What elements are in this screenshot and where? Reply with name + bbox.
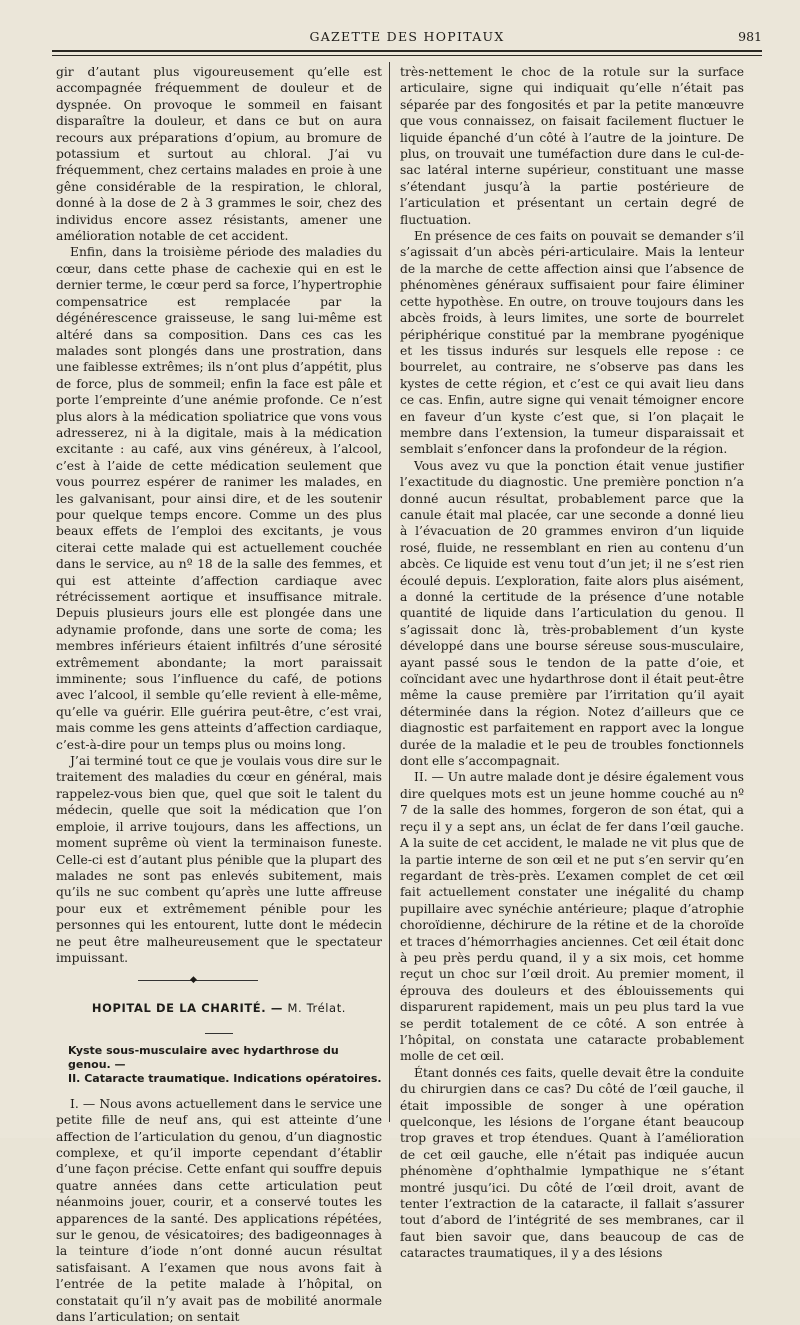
journal-title: GAZETTE DES HOPITAUX: [309, 29, 505, 44]
paragraph: Vous avez vu que la ponction était venue justifier l’exactitude du diagnostic. Une première ponction n’a donné aucun résultat, probablement parce que la canule était mal placée, car une seconde a donné lieu à l’évacuation de 20 grammes environ d’un liquide rosé, fluide, ne ressemblant en rien au contenu d’un abcès. Ce liquide est venu tout d’un jet; il ne s’est rien écoulé depuis. L’exploration, faite alors plus aisément, a donné la certitude de la présence d’une notable quantité de liquide dans l’articulation du genou. Il s’agissait donc là, très-probablement d’un kyste développé dans une bourse séreuse sous-musculaire, ayant passé sous le tendon de la patte d’oie, et coïncidant avec une hydarthrose dont il était peut-être même la cause première par l’irritation qu’il ayait déterminée dans la région. Notez d’ailleurs que ce diagnostic est parfaitement en rapport avec la longue durée de la maladie et le peu de troubles fonctionnels dont elle s’accompagnait.: [400, 458, 744, 769]
column-divider: [389, 62, 390, 1122]
paragraph: I. — Nous avons actuellement dans le service une petite fille de neuf ans, qui est atteinte d’une affection de l’articulation du genou, d’un diagnostic complexe, et qu’il importe cependant d’établir d’une façon précise. Cette enfant qui souffre depuis quatre années dans cette articulation peut néanmoins jouer, courir, et a conservé toutes les apparences de la santé. Des applications répétées, sur le genou, de vésicatoires; des badigeonnages à la teinture d’iode n’ont donné aucun résultat satisfaisant. A l’examen que nous avons fait à l’entrée de la petite malade à l’hôpital, on constatait qu’il n’y avait pas de mobilité anormale dans l’articulation; on sentait: [56, 1096, 382, 1325]
paragraph: gir d’autant plus vigoureusement qu’elle est accompagnée fréquemment de douleur et de dyspnée. On provoque le sommeil en faisant disparaître la douleur, et dans ce but on aura recours aux préparations d’opium, au bromure de potassium et surtout au chloral. J’ai vu fréquemment, chez certains malades en proie à une gêne considérable de la respiration, le chloral, donné à la dose de 2 à 3 grammes le soir, chez des individus encore assez résistants, amener une amélioration notable de cet accident.: [56, 65, 382, 244]
paragraph: En présence de ces faits on pouvait se demander s’il s’agissait d’un abcès péri-articulaire. Mais la lenteur de la marche de cette affection ainsi que l’absence de phénomènes généraux suffisaient pour faire éliminer cette hypothèse. En outre, on trouve toujours dans les abcès froids, à leurs limites, une sorte de bourrelet périphérique constitué par la membrane pyogénique et les tissus indurés sur lesquels elle repose : ce bourrelet, au contraire, ne s’observe pas dans les kystes de cette région, et c’est ce qui avait lieu dans ce cas. Enfin, autre signe qui venait témoigner encore en faveur d’un kyste c’est que, si l’on plaçait le membre dans l’extension, la tumeur disparaissait et semblait s’enfoncer dans la profondeur de la région.: [400, 229, 744, 457]
paragraph: Étant donnés ces faits, quelle devait être la conduite du chirurgien dans ce cas? Du côté de l’œil gauche, il était impossible de songer à une opération quelconque, les lésions de l’organe étant beaucoup trop graves et trop étendues. Quant à l’amélioration de cet œil gauche, elle n’était pas indiquée aucun phénomène d’ophthalmie lympathique ne s’étant montré jusqu’ici. Du côté de l’œil droit, avant de tenter l’extraction de la cataracte, il fallait s’assurer tout d’abord de l’intégrité de ses membranes, car il faut bien savoir que, dans beaucoup de cas de cataractes traumatiques, il y a des lésions: [400, 1065, 744, 1261]
page-header: [52, 26, 762, 48]
short-rule: [205, 1033, 233, 1034]
right-column: [400, 64, 744, 1262]
paragraph: Enfin, dans la troisième période des maladies du cœur, dans cette phase de cachexie qui en est le dernier terme, le cœur perd sa force, l’hypertrophie compensatrice est remplacée par la dégénérescence graisseuse, le sang lui-même est altéré dans sa composition. Dans ces cas les malades sont plongés dans une prostration, dans une faiblesse extrêmes; ils n’ont plus d’appétit, plus de force, plus de sommeil; enfin la face est pâle et porte l’empreinte d’une anémie profonde. Ce n’est plus alors à la médication spoliatrice que vons vous adresserez, ni à la digitale, mais à la médication excitante : au café, aux vins généreux, à l’alcool, c’est à l’aide de cette médication seulement que vous pourrez espérer de ranimer les malades, en les galvanisant, pour ainsi dire, et de les soutenir pour quelque temps encore. Comme un des plus beaux effets de l’emploi des excitants, je vous citerai cette malade qui est actuellement couchée dans le service, au nº 18 de la salle des femmes, et qui est atteinte d’affection cardiaque avec rétrécissement aortique et insuffisance mitrale. Depuis plusieurs jours elle est plongée dans une adynamie profonde, dans une sorte de coma; les membres inférieurs étaient infiltrés d’une sérosité extrêmement abondante; la mort paraissait imminente; sous l’influence du café, de potions avec l’alcool, il semble qu’elle revient à elle-même, qu’elle va guérir. Elle guérira peut-être, c’est vrai, mais comme les gens atteints d’affection cardiaque, c’est-à-dire pour un temps plus ou moins long.: [56, 245, 382, 752]
section-subtitle: [68, 1044, 382, 1086]
section-heading-text: HOPITAL DE LA CHARITÉ. —: [91, 1001, 288, 1016]
paragraph: II. — Un autre malade dont je désire également vous dire quelques mots est un jeune homme couché au nº 7 de la salle des hommes, forgeron de son état, qui a reçu il y a sept ans, un éclat de fer dans l’œil gauche. A la suite de cet accident, le malade ne vit plus que de la partie interne de son œil et ne put s’en servir qu’en regardant de très-près. L’examen complet de cet œil fait actuellement constater une inégalité du champ pupillaire avec synéchie antérieure; plaque d’atrophie choroïdienne, déchirure de la rétine et de la choroïde et traces d’hémorrhagies anciennes. Cet œil était donc à peu près perdu quand, il y a six mois, cet homme reçut un choc sur l’œil droit. Au premier moment, il éprouva des douleurs et des éblouissements qui disparurent rapidement, mais un peu plus tard la vue se perdit totalement de ce côté. A son entrée à l’hôpital, on constata une cataracte probablement molle de cet œil.: [400, 770, 744, 1064]
subtitle-line: II. Cataracte traumatique. Indications opératoires.: [68, 1071, 382, 1085]
section-separator: [56, 966, 382, 994]
page-number: 981: [738, 29, 762, 44]
subtitle-line: Kyste sous-musculaire avec hydarthrose du genou. —: [68, 1043, 339, 1071]
header-rule-thin: [52, 55, 762, 56]
paragraph: très-nettement le choc de la rotule sur la surface articulaire, signe qui indiquait qu’elle n’était pas séparée par des fongosités et par la petite manœuvre que vous connaissez, on faisait facilement fluctuer le liquide épanché d’un côté à l’autre de la jointure. De plus, on trouvait une tuméfaction dure dans le cul-de-sac latéral interne supérieur, constituant une masse s’étendant jusqu’à la partie postérieure de l’articulation et présentant un certain degré de fluctuation.: [400, 65, 744, 227]
paragraph: J’ai terminé tout ce que je voulais vous dire sur le traitement des maladies du cœur en général, mais rappelez-vous bien que, quel que soit le talent du médecin, quelle que soit la médication que l’on emploie, il arrive toujours, dans les affections, un moment suprême où vient la terminaison funeste. Celle-ci est d’autant plus pénible que la plupart des malades ne sont pas enlevés subitement, mais qu’ils ne suc combent qu’après une lutte affreuse pour eux et extrêmement pénible pour les personnes qui les entourent, lutte dont le médecin ne peut être malheureusement que le spectateur impuissant.: [56, 754, 382, 965]
left-column: [56, 64, 382, 1325]
section-heading: [56, 1000, 382, 1016]
header-rule: [52, 50, 762, 52]
section-heading-author: M. Trélat.: [287, 1001, 347, 1016]
